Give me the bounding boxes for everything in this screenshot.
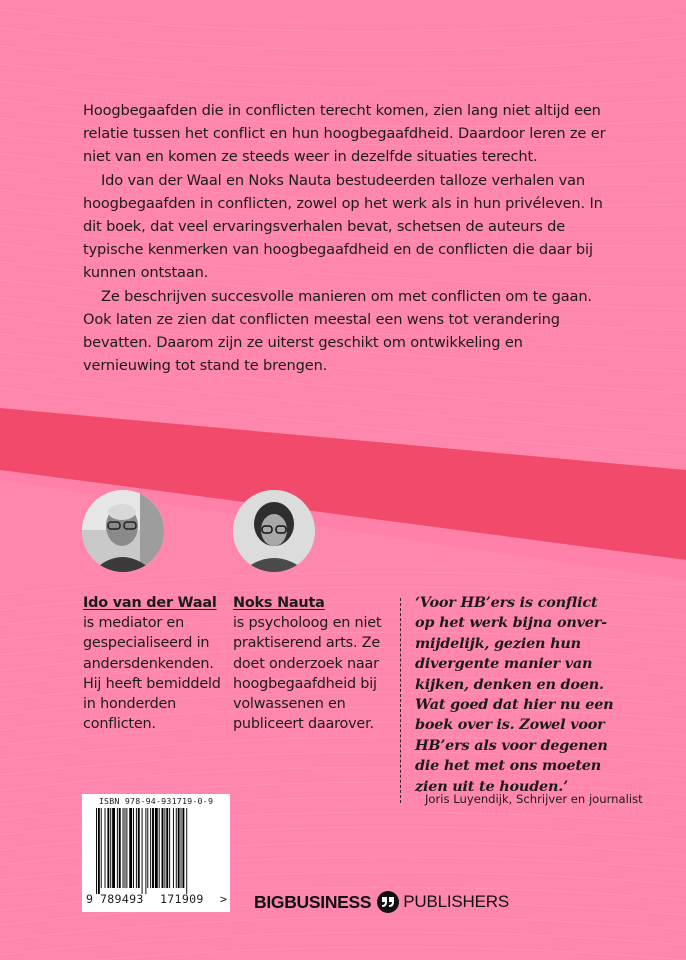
barcode-bar: [107, 808, 109, 888]
barcode-bar: [112, 808, 115, 888]
barcode-bar: [129, 808, 132, 888]
barcode-bar: [126, 808, 127, 888]
quote-line: kijken, denken en doen.: [415, 675, 604, 693]
quote-line: die het met ons moeten: [415, 757, 602, 775]
barcode-bar: [176, 808, 177, 888]
barcode-bar: [147, 808, 148, 888]
barcode-bar: [123, 808, 124, 888]
barcode-bar: [133, 808, 134, 888]
quote-line: boek over is. Zowel voor: [415, 716, 605, 734]
barcode-bar: [173, 808, 174, 888]
barcode-bar: [166, 808, 168, 888]
author-description: is psycholoog en niet praktiserend arts. Ze doet onderzoek naar hoogbegaafdheid bij volwassenen en publiceert daarover.: [233, 615, 382, 733]
quote-line: op het werk bijna onver-: [415, 614, 607, 632]
quote-line: mijdelijk, gezien hun: [415, 634, 581, 652]
author-photo-ido: [82, 490, 164, 572]
barcode-bar: [162, 808, 164, 888]
barcode-bar: [136, 808, 137, 888]
barcode-bar: [150, 808, 151, 888]
barcode-bar: [186, 808, 187, 894]
barcode-bar: [96, 808, 97, 894]
barcode-bar: [169, 808, 170, 888]
quote-line: zien uit te houden.’: [415, 777, 568, 795]
publisher-logo: [254, 891, 509, 913]
isbn-right-digits: 171909: [160, 892, 204, 906]
barcode-bar: [182, 808, 184, 888]
quote-divider: [400, 598, 401, 803]
barcode-bar: [105, 808, 106, 888]
barcode-bar: [155, 808, 158, 888]
quote-line: ‘Voor HB’ers is conflict: [415, 594, 598, 611]
barcode-bar: [181, 808, 182, 888]
barcode-bar: [142, 808, 143, 894]
author-bio-noks: [233, 593, 383, 734]
isbn-lead-digit: 9: [86, 892, 94, 906]
isbn-label: ISBN 978-94-931719-0-9: [98, 796, 214, 806]
barcode-bar: [98, 808, 100, 894]
author-photo-noks: [233, 490, 315, 572]
barcode-bar: [119, 808, 121, 888]
barcode-bar: [152, 808, 154, 888]
barcode-bar: [159, 808, 160, 888]
barcode-bars: [96, 808, 218, 894]
isbn-quiet-mark: >: [220, 892, 228, 906]
intro-paragraph-3: Ze beschrijven succesvolle manieren om met conflicten om te gaan. Ook laten ze zien dat conflicten meestal een wens tot verandering bevatten. Daarom zijn ze uiterst geschikt om ontwikkeling en vernieuwing tot stand te brengen.: [83, 287, 592, 375]
author-name: Ido van der Waal: [83, 595, 217, 611]
quote-line: divergente manier van: [415, 655, 593, 673]
author-name: Noks Nauta: [233, 595, 325, 611]
barcode-bar: [145, 808, 146, 894]
quote-line: HB’ers als voor degenen: [415, 736, 608, 754]
endorsement-quote: [415, 593, 650, 797]
isbn-left-digits: 789493: [100, 892, 144, 906]
barcode-bar: [178, 808, 180, 888]
barcode-bar: [125, 808, 126, 888]
barcode-bar: [101, 808, 102, 888]
publisher-name-bold: BIGBUSINESS: [254, 891, 372, 912]
isbn-barcode: [82, 794, 230, 912]
publisher-name-light: PUBLISHERS: [403, 892, 509, 911]
author-description: is mediator en gespecialiseerd in andersdenkenden. Hij heeft bemiddeld in honderden conflicten.: [83, 615, 221, 733]
barcode-bar: [117, 808, 118, 888]
barcode-bar: [138, 808, 140, 888]
quote-marks-icon: [377, 891, 399, 913]
barcode-bar: [110, 808, 111, 888]
barcode-bar: [164, 808, 165, 888]
author-bio-ido: [83, 593, 223, 734]
intro-text: [83, 99, 613, 377]
quote-line: Wat goed dat hier nu een: [415, 696, 614, 714]
intro-paragraph-2: Ido van der Waal en Noks Nauta bestudeerden talloze verhalen van hoogbegaafden in conflicten, zowel op het werk als in hun privéleven. In dit boek, dat veel ervaringsverhalen bevat, schetsen de auteurs de typische kenmerken van hoogbegaafdheid en de conflicten die daar bij kunnen ontstaan.: [83, 171, 603, 282]
intro-paragraph-1: Hoogbegaafden die in conflicten terecht komen, zien lang niet altijd een relatie tussen het conflict en hun hoogbegaafdheid. Daardoor leren ze er niet van en komen ze steeds weer in dezelfde situaties terecht.: [83, 102, 606, 166]
quote-attribution: Joris Luyendijk, Schrijver en journalist: [425, 792, 643, 806]
